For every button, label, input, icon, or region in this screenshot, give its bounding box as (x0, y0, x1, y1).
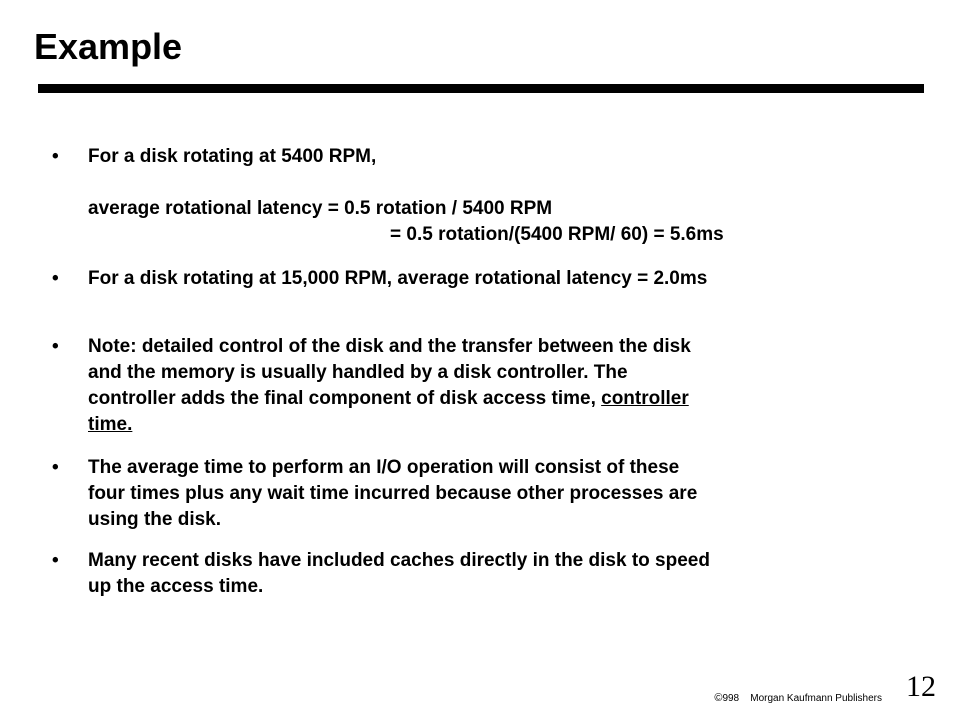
bullet-marker: • (52, 457, 59, 478)
bullet-line (88, 386, 898, 412)
bullet-line: For a disk rotating at 5400 RPM, (88, 146, 377, 167)
bullet-line: For a disk rotating at 15,000 RPM, average rotational latency = 2.0ms (88, 268, 708, 289)
equation-continuation: = 0.5 rotation/(5400 RPM/ 60) = 5.6ms (390, 224, 724, 245)
blank-line (88, 170, 898, 196)
underlined-term: time. (88, 414, 133, 435)
bullet-line: four times plus any wait time incurred because other processes are (88, 483, 698, 504)
bullet-line-text: controller adds the final component of disk access time, (88, 388, 602, 409)
bullet-marker: • (52, 336, 59, 357)
bullet-line: Many recent disks have included caches directly in the disk to speed (88, 550, 710, 571)
footer-copyright (714, 692, 882, 704)
underlined-term: controller (601, 388, 689, 409)
bullet-marker: • (52, 550, 59, 571)
bullet-marker: • (52, 146, 59, 167)
copyright-year: 998 (722, 693, 740, 704)
bullet-line-continued (88, 222, 898, 248)
bullet-marker: • (52, 268, 59, 289)
bullet-line: and the memory is usually handled by a disk controller. The (88, 362, 628, 383)
bullet-line: up the access time. (88, 576, 264, 597)
bullet-line: The average time to perform an I/O operation will consist of these (88, 457, 680, 478)
bullet-line: average rotational latency = 0.5 rotation / 5400 RPM (88, 198, 553, 219)
bullet-line: using the disk. (88, 509, 222, 530)
slide-title: Example (34, 26, 183, 67)
bullet-line: Note: detailed control of the disk and the transfer between the disk (88, 336, 691, 357)
title-divider (38, 84, 924, 93)
copyright-icon: © (714, 692, 723, 704)
publisher-name: Morgan Kaufmann Publishers (750, 693, 882, 704)
page-number: 12 (906, 670, 936, 703)
bullet-line (88, 412, 898, 438)
